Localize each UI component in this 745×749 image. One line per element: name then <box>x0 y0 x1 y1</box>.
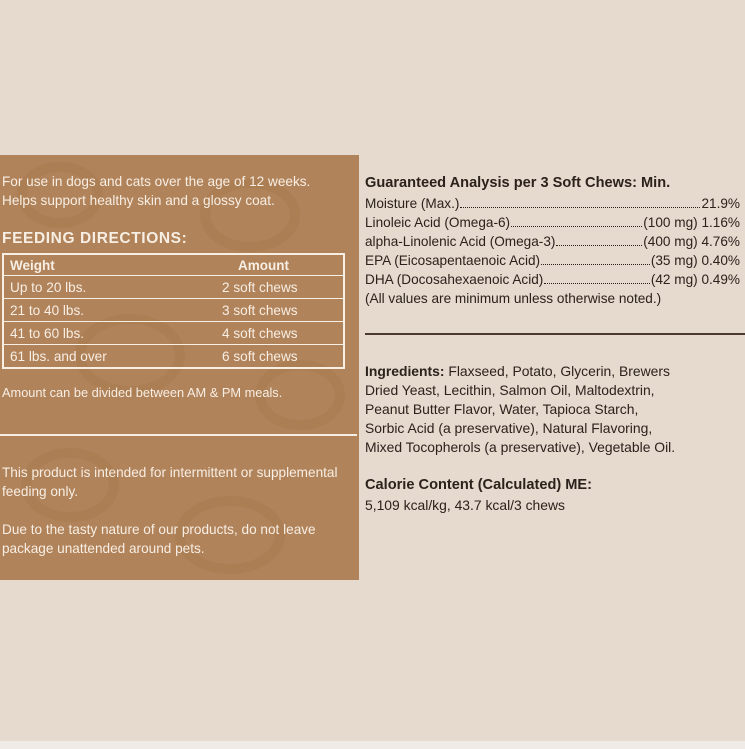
analysis-footnote: (All values are minimum unless otherwise noted.) <box>365 291 662 306</box>
guaranteed-analysis-list <box>365 196 740 310</box>
analysis-row <box>365 234 740 253</box>
weight-column-header: Weight <box>10 257 55 273</box>
analysis-value: (400 mg) 4.76% <box>643 234 740 249</box>
weight-cell: 61 lbs. and over <box>10 348 107 364</box>
analysis-label: Linoleic Acid (Omega-6) <box>365 215 511 230</box>
section-divider <box>365 333 745 335</box>
dot-leader <box>541 253 650 265</box>
analysis-label: EPA (Eicosapentaenoic Acid) <box>365 253 541 268</box>
analysis-value: (100 mg) 1.16% <box>643 215 740 230</box>
analysis-row <box>365 272 740 291</box>
analysis-row <box>365 196 740 215</box>
feeding-table-header <box>4 255 343 276</box>
analysis-label: DHA (Docosahexaenoic Acid) <box>365 272 544 287</box>
calorie-content-title: Calorie Content (Calculated) ME: <box>365 477 593 493</box>
feeding-table <box>2 253 345 369</box>
amount-cell: 6 soft chews <box>222 348 298 364</box>
ingredients-line <box>365 362 743 381</box>
analysis-value: (35 mg) 0.40% <box>650 253 740 268</box>
intro-line: Helps support healthy skin and a glossy coat. <box>2 193 275 208</box>
dot-leader <box>556 234 642 246</box>
amount-cell: 3 soft chews <box>222 302 298 318</box>
intro-text <box>2 172 359 210</box>
intermittent-feeding-note: This product is intended for intermittent or supplemental feeding only. <box>2 465 338 499</box>
ingredients-text: Flaxseed, Potato, Glycerin, Brewers <box>444 363 670 379</box>
intro-line: For use in dogs and cats over the age of 12 weeks. <box>2 174 311 189</box>
feeding-directions-heading: FEEDING DIRECTIONS: <box>2 230 188 247</box>
amount-note: Amount can be divided between AM & PM meals. <box>2 385 283 400</box>
bottom-strip <box>0 741 745 749</box>
ingredients-label: Ingredients: <box>365 363 445 379</box>
analysis-row <box>365 253 740 272</box>
weight-cell: Up to 20 lbs. <box>10 279 87 295</box>
guaranteed-analysis-title: Guaranteed Analysis per 3 Soft Chews: Min. <box>365 175 671 191</box>
analysis-label: Moisture (Max.) <box>365 196 460 211</box>
weight-cell: 41 to 60 lbs. <box>10 325 85 341</box>
ingredients-line: Dried Yeast, Lecithin, Salmon Oil, Maltodextrin, <box>365 382 655 398</box>
table-row <box>4 299 343 322</box>
ingredients-line: Peanut Butter Flavor, Water, Tapioca Starch, <box>365 401 639 417</box>
table-row <box>4 276 343 299</box>
ingredients-line: Sorbic Acid (a preservative), Natural Flavoring, <box>365 420 653 436</box>
panel-divider <box>0 434 357 436</box>
dot-leader <box>460 196 700 208</box>
pets-warning-note: Due to the tasty nature of our products, do not leave package unattended around pets. <box>2 522 316 556</box>
analysis-row <box>365 215 740 234</box>
ingredients-line: Mixed Tocopherols (a preservative), Vegetable Oil. <box>365 439 676 455</box>
analysis-value: (42 mg) 0.49% <box>650 272 740 287</box>
table-row <box>4 322 343 345</box>
table-row <box>4 345 343 367</box>
ingredients-block <box>365 362 743 457</box>
amount-cell: 4 soft chews <box>222 325 298 341</box>
analysis-label: alpha-Linolenic Acid (Omega-3) <box>365 234 556 249</box>
dot-leader <box>544 272 650 284</box>
amount-column-header: Amount <box>238 257 289 273</box>
dot-leader <box>511 215 642 227</box>
amount-cell: 2 soft chews <box>222 279 298 295</box>
analysis-value: 21.9% <box>701 196 740 211</box>
product-info-panel <box>0 155 359 580</box>
weight-cell: 21 to 40 lbs. <box>10 302 85 318</box>
calorie-content-value: 5,109 kcal/kg, 43.7 kcal/3 chews <box>365 497 565 513</box>
